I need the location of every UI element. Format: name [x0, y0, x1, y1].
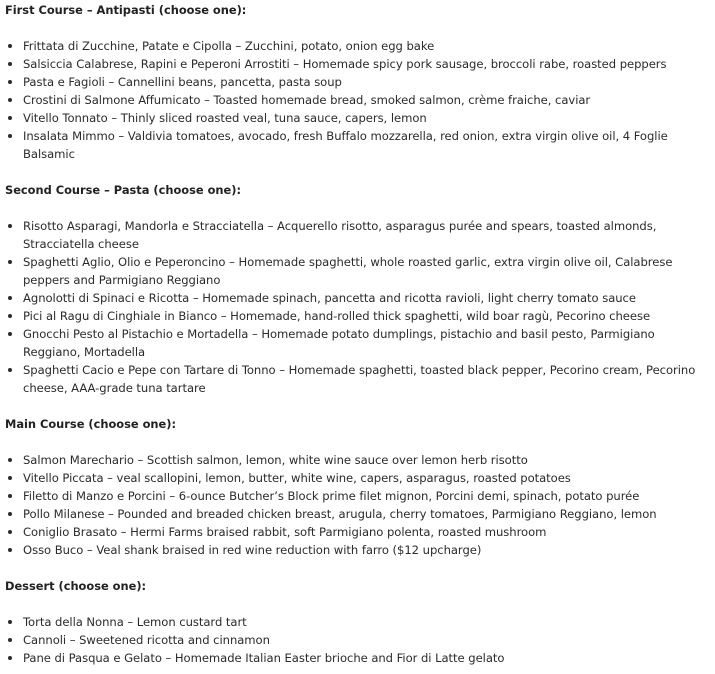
- list-item: Pane di Pasqua e Gelato – Homemade Italian Easter brioche and Fior di Latte gelato: [5, 649, 715, 667]
- list-item: Cannoli – Sweetened ricotta and cinnamon: [5, 631, 715, 649]
- list-item: Pollo Milanese – Pounded and breaded chicken breast, arugula, cherry tomatoes, Parmigiano Reggiano, lemon: [5, 505, 715, 523]
- section-heading-main-course: Main Course (choose one):: [5, 417, 176, 431]
- list-item: Salsiccia Calabrese, Rapini e Peperoni Arrostiti – Homemade spicy pork sausage, broccoli rabe, roasted peppers: [5, 55, 715, 73]
- list-item: Agnolotti di Spinaci e Ricotta – Homemade spinach, pancetta and ricotta ravioli, light cherry tomato sauce: [5, 289, 715, 307]
- first-course-list: [5, 37, 715, 163]
- list-item: Vitello Tonnato – Thinly sliced roasted veal, tuna sauce, capers, lemon: [5, 109, 715, 127]
- section-heading-first-course: First Course – Antipasti (choose one):: [5, 3, 247, 17]
- list-item: Vitello Piccata – veal scallopini, lemon, butter, white wine, capers, asparagus, roasted potatoes: [5, 469, 715, 487]
- list-item: Torta della Nonna – Lemon custard tart: [5, 613, 715, 631]
- list-item: Gnocchi Pesto al Pistachio e Mortadella – Homemade potato dumplings, pistachio and basil pesto, Parmigiano Reggiano, Mortadella: [5, 325, 715, 361]
- list-item: Insalata Mimmo – Valdivia tomatoes, avocado, fresh Buffalo mozzarella, red onion, extra virgin olive oil, 4 Foglie Balsamic: [5, 127, 715, 163]
- list-item: Spaghetti Aglio, Olio e Peperoncino – Homemade spaghetti, whole roasted garlic, extra virgin olive oil, Calabrese peppers and Parmigiano Reggiano: [5, 253, 715, 289]
- section-heading-second-course: Second Course – Pasta (choose one):: [5, 183, 241, 197]
- list-item: Crostini di Salmone Affumicato – Toasted homemade bread, smoked salmon, crème fraiche, caviar: [5, 91, 715, 109]
- list-item: Pici al Ragu di Cinghiale in Bianco – Homemade, hand-rolled thick spaghetti, wild boar ragù, Pecorino cheese: [5, 307, 715, 325]
- dessert-list: [5, 613, 715, 667]
- list-item: Osso Buco – Veal shank braised in red wine reduction with farro ($12 upcharge): [5, 541, 715, 559]
- list-item: Pasta e Fagioli – Cannellini beans, pancetta, pasta soup: [5, 73, 715, 91]
- main-course-list: [5, 451, 715, 559]
- second-course-list: [5, 217, 715, 397]
- list-item: Filetto di Manzo e Porcini – 6-ounce Butcher’s Block prime filet mignon, Porcini demi, spinach, potato purée: [5, 487, 715, 505]
- list-item: Coniglio Brasato – Hermi Farms braised rabbit, soft Parmigiano polenta, roasted mushroom: [5, 523, 715, 541]
- list-item: Spaghetti Cacio e Pepe con Tartare di Tonno – Homemade spaghetti, toasted black pepper, Pecorino cream, Pecorino cheese, AAA-grade tuna tartare: [5, 361, 715, 397]
- list-item: Frittata di Zucchine, Patate e Cipolla – Zucchini, potato, onion egg bake: [5, 37, 715, 55]
- section-heading-dessert: Dessert (choose one):: [5, 579, 147, 593]
- list-item: Salmon Marechario – Scottish salmon, lemon, white wine sauce over lemon herb risotto: [5, 451, 715, 469]
- list-item: Risotto Asparagi, Mandorla e Stracciatella – Acquerello risotto, asparagus purée and spears, toasted almonds, Stracciatella cheese: [5, 217, 715, 253]
